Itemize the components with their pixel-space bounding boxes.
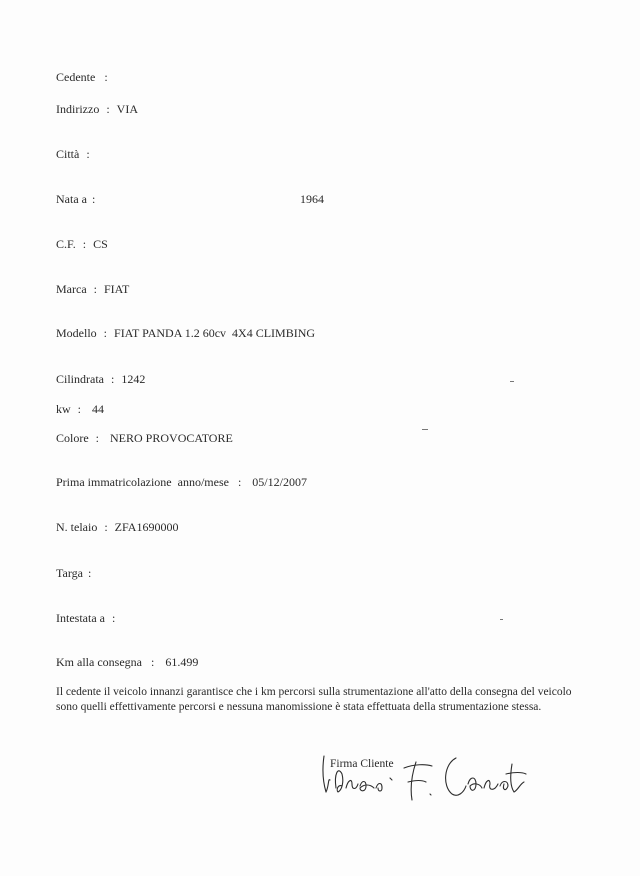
scan-speck bbox=[510, 381, 514, 382]
cilindrata-label: Cilindrata bbox=[56, 372, 104, 386]
km-value: 61.499 bbox=[165, 655, 199, 669]
targa-label: Targa bbox=[56, 566, 83, 580]
field-modello bbox=[56, 326, 315, 340]
km-sep: : bbox=[150, 655, 155, 669]
signature-area bbox=[318, 744, 538, 814]
marca-value: FIAT bbox=[104, 282, 130, 296]
field-telaio bbox=[56, 520, 178, 534]
citta-sep: : bbox=[86, 147, 90, 161]
immatricolazione-sep: : bbox=[237, 475, 242, 489]
field-colore bbox=[56, 431, 233, 445]
field-citta bbox=[56, 147, 90, 161]
field-km bbox=[56, 655, 198, 669]
modello-value: FIAT PANDA 1.2 60cv 4X4 CLIMBING bbox=[114, 326, 316, 340]
cf-label: C.F. bbox=[56, 237, 76, 251]
scan-speck bbox=[422, 429, 428, 430]
nata-sep: : bbox=[91, 192, 96, 206]
modello-sep: : bbox=[103, 326, 108, 340]
cilindrata-value: 1242 bbox=[121, 372, 146, 386]
cf-sep: : bbox=[82, 237, 87, 251]
telaio-value: ZFA1690000 bbox=[114, 520, 179, 534]
modello-label: Modello bbox=[56, 326, 97, 340]
colore-label: Colore bbox=[56, 431, 89, 445]
km-label: Km alla consegna bbox=[56, 655, 142, 669]
kw-sep: : bbox=[77, 402, 82, 416]
intestata-label: Intestata a bbox=[56, 611, 105, 625]
kw-label: kw bbox=[56, 402, 71, 416]
immatricolazione-label: Prima immatricolazione anno/mese bbox=[56, 475, 229, 489]
field-cf bbox=[56, 237, 108, 251]
declaration-paragraph: Il cedente il veicolo innanzi garantisce che i km percorsi sulla strumentazione all'atto della consegna del veicolo sono quelli effettivamente percorsi e nessuna manomissione è stata effettuata della strumentazione stessa. bbox=[56, 686, 572, 713]
immatricolazione-value: 05/12/2007 bbox=[252, 475, 307, 489]
field-kw bbox=[56, 402, 104, 416]
field-indirizzo bbox=[56, 102, 138, 116]
field-immatricolazione bbox=[56, 475, 307, 489]
colore-sep: : bbox=[95, 431, 100, 445]
cedente-label: Cedente bbox=[56, 70, 96, 84]
field-marca bbox=[56, 282, 129, 296]
handwritten-signature bbox=[318, 744, 538, 814]
telaio-label: N. telaio bbox=[56, 520, 98, 534]
colore-value: NERO PROVOCATORE bbox=[110, 431, 233, 445]
cf-value: CS bbox=[93, 237, 108, 251]
telaio-sep: : bbox=[104, 520, 108, 534]
nata-label: Nata a bbox=[56, 192, 87, 206]
scan-speck bbox=[500, 619, 503, 620]
kw-value: 44 bbox=[92, 402, 105, 416]
citta-label: Città bbox=[56, 147, 80, 161]
signature-label: Firma Cliente bbox=[330, 758, 394, 770]
field-nata bbox=[56, 192, 95, 206]
cilindrata-sep: : bbox=[111, 372, 115, 386]
cedente-sep: : bbox=[104, 70, 108, 84]
field-targa bbox=[56, 566, 91, 580]
marca-sep: : bbox=[93, 282, 97, 296]
indirizzo-sep: : bbox=[106, 102, 110, 116]
indirizzo-value: VIA bbox=[116, 102, 138, 116]
field-cedente bbox=[56, 70, 108, 84]
nata-year: 1964 bbox=[300, 192, 324, 206]
field-intestata bbox=[56, 611, 115, 625]
marca-label: Marca bbox=[56, 282, 87, 296]
field-cilindrata bbox=[56, 372, 145, 386]
indirizzo-label: Indirizzo bbox=[56, 102, 100, 116]
targa-sep: : bbox=[87, 566, 92, 580]
intestata-sep: : bbox=[111, 611, 116, 625]
